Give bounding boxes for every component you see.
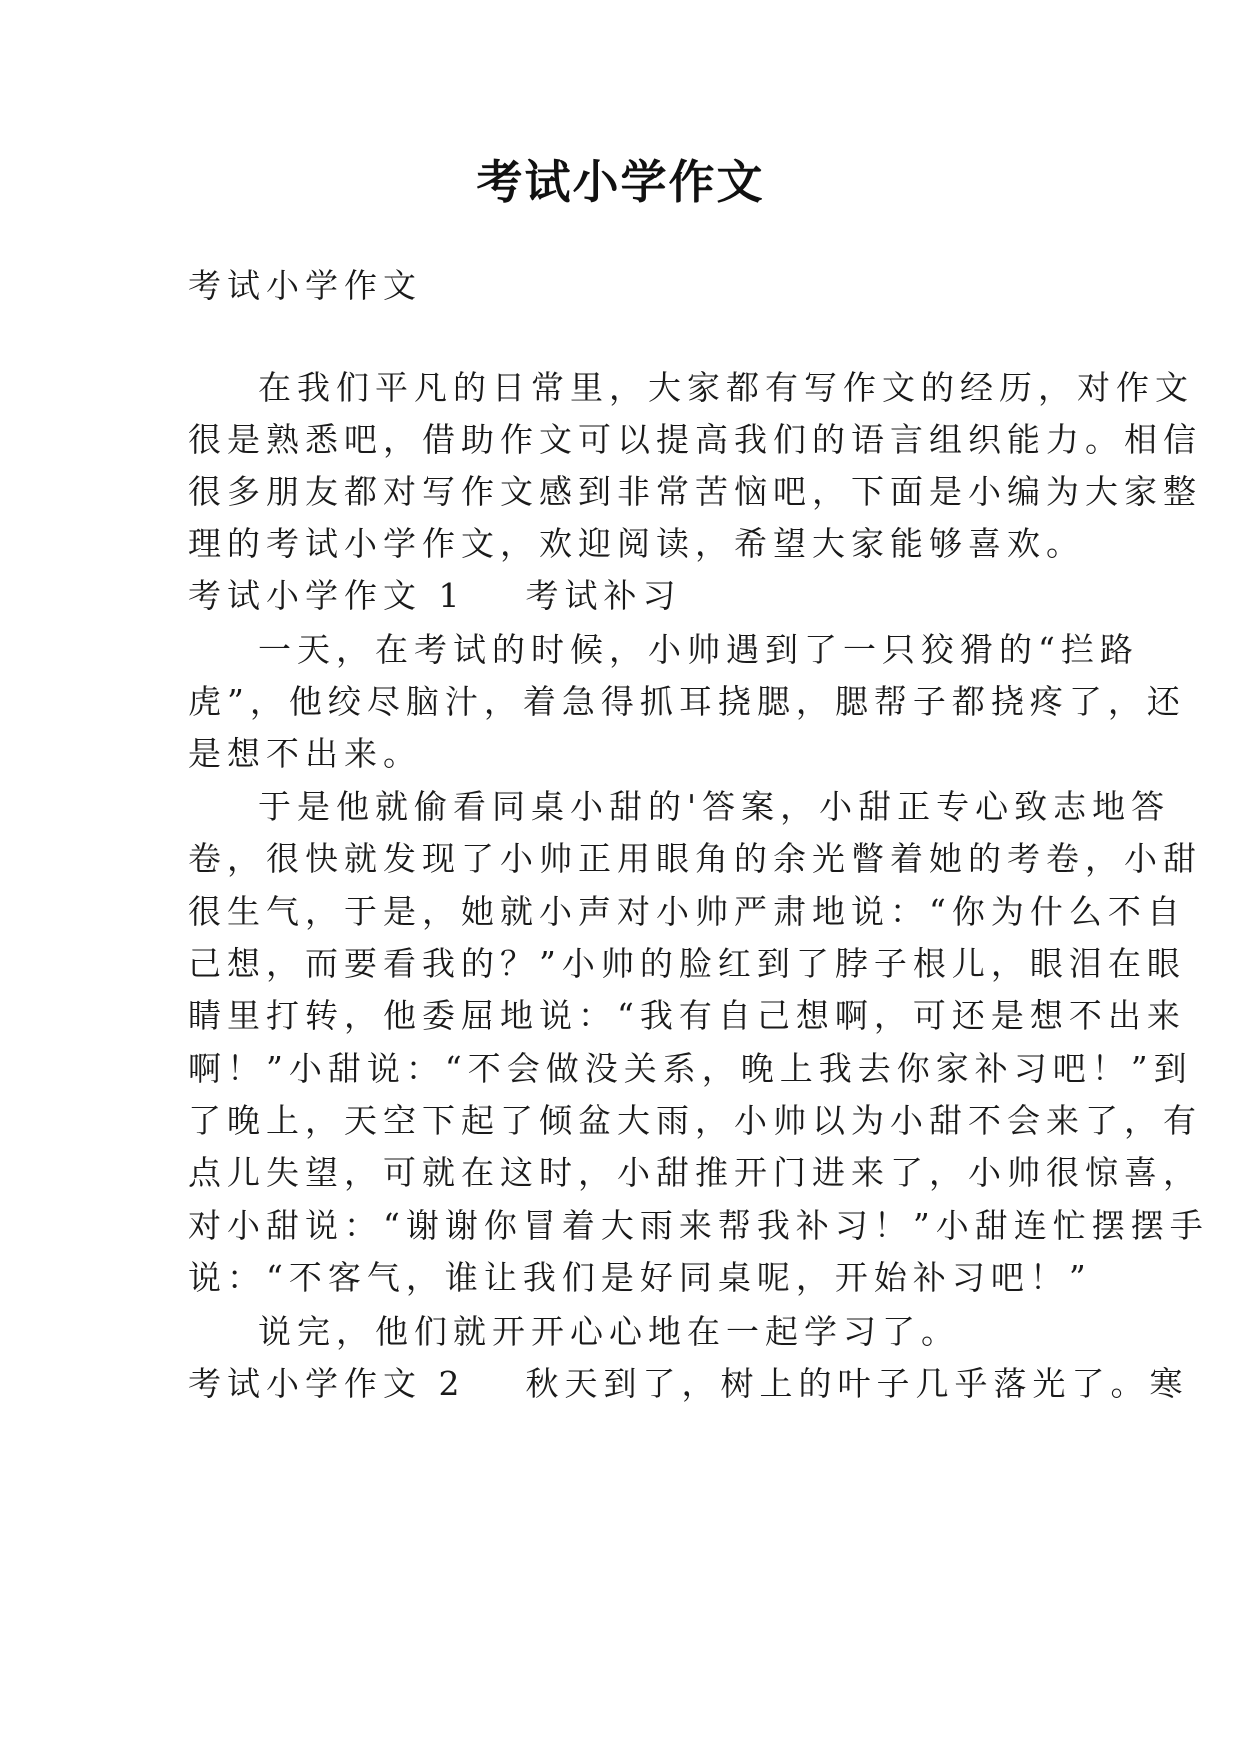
paragraph-line: 己想，而要看我的？”小帅的脸红到了脖子根儿，眼泪在眼 xyxy=(188,944,1186,983)
paragraph-line: 很是熟悉吧，借助作文可以提高我们的语言组织能力。相信 xyxy=(188,420,1202,459)
paragraph-line: 很生气，于是，她就小声对小帅严肃地说：“你为什么不自 xyxy=(188,892,1186,931)
essay-heading-1-label: 考试小学作文 1 xyxy=(188,576,466,615)
paragraph-line: 理的考试小学作文，欢迎阅读，希望大家能够喜欢。 xyxy=(188,524,1085,563)
essay-heading-2-text: 秋天到了，树上的叶子几乎落光了。寒 xyxy=(525,1364,1189,1403)
essay-heading-2-label: 考试小学作文 2 xyxy=(188,1364,466,1403)
essay-heading-2 xyxy=(188,1362,1189,1406)
page-title: 考试小学作文 xyxy=(476,155,765,209)
paragraph-line: 虎”，他绞尽脑汁，着急得抓耳挠腮，腮帮子都挠疼了，还 xyxy=(188,682,1186,721)
subtitle: 考试小学作文 xyxy=(188,266,422,305)
paragraph-line: 一天，在考试的时候，小帅遇到了一只狡猾的“拦路 xyxy=(258,630,1139,669)
essay-heading-1-text: 考试补习 xyxy=(525,576,682,615)
paragraph-line: 卷，很快就发现了小帅正用眼角的余光瞥着她的考卷，小甜 xyxy=(188,839,1202,878)
paragraph-line: 了晚上，天空下起了倾盆大雨，小帅以为小甜不会来了，有 xyxy=(188,1101,1202,1140)
paragraph-line: 在我们平凡的日常里，大家都有写作文的经历，对作文 xyxy=(258,368,1194,407)
paragraph-line: 啊！”小甜说：“不会做没关系，晚上我去你家补习吧！”到 xyxy=(188,1049,1193,1088)
essay-heading-1 xyxy=(188,574,1088,618)
paragraph-line: 对小甜说：“谢谢你冒着大雨来帮我补习！”小甜连忙摆摆手 xyxy=(188,1206,1209,1245)
paragraph-line: 点儿失望，可就在这时，小甜推开门进来了，小帅很惊喜， xyxy=(188,1153,1202,1192)
paragraph-line: 很多朋友都对写作文感到非常苦恼吧，下面是小编为大家整 xyxy=(188,472,1202,511)
paragraph-line: 说：“不客气，谁让我们是好同桌呢，开始补习吧！” xyxy=(188,1258,1092,1297)
paragraph-line: 睛里打转，他委屈地说：“我有自己想啊，可还是想不出来 xyxy=(188,996,1186,1035)
paragraph-line: 说完，他们就开开心心地在一起学习了。 xyxy=(258,1312,960,1351)
paragraph-line: 是想不出来。 xyxy=(188,734,422,773)
paragraph-line: 于是他就偷看同桌小甜的'答案，小甜正专心致志地答 xyxy=(258,787,1171,826)
